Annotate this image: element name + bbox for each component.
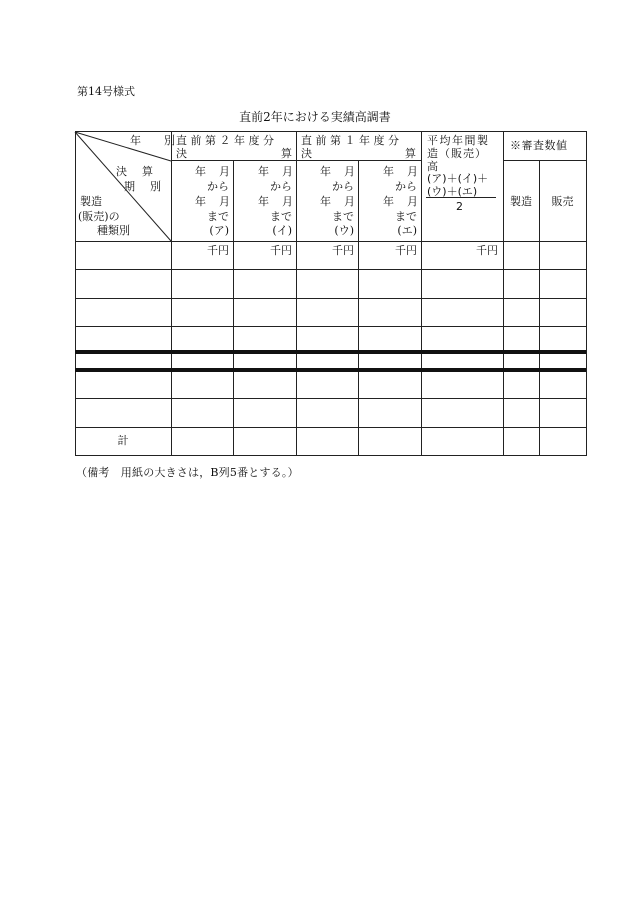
period-i-ym1: 年 月 [258,165,294,178]
formula-denominator: 2 [456,200,463,213]
col-prev2-line1: 直前第２年度分 [176,134,278,147]
col-prev1-line1: 直前第１年度分 [301,134,403,147]
corner-year-label: 年 別 [130,134,181,147]
corner-category-line1: 製造 [80,195,102,208]
period-u-until: まで [332,210,354,223]
col-avg-line3: 高 [427,160,438,173]
col-review-label: ※審査数値 [510,139,568,152]
col-review-manufacture: 製造 [510,195,532,208]
corner-category-line2: (販売)の [78,210,120,223]
col-prev1-line2-left: 決 [301,147,312,160]
period-u-from: から [332,180,354,193]
period-e-from: から [395,180,417,193]
col-avg-line2: 造（販売） [427,147,487,160]
corner-settlement-label: 決 算 [116,165,155,178]
period-u-ym2: 年 月 [320,195,356,208]
period-a-until: まで [207,210,229,223]
period-a-ym1: 年 月 [195,165,231,178]
unit-col-avg: 千円 [476,244,498,257]
col-avg-line1: 平均年間製 [427,134,490,147]
period-u-ym1: 年 月 [320,165,356,178]
unit-col-u: 千円 [332,244,354,257]
period-a-from: から [207,180,229,193]
footnote: （備考 用紙の大きさは，B列5番とする。） [76,466,299,479]
period-i-until: まで [270,210,292,223]
period-e-ym2: 年 月 [383,195,419,208]
document-title: 直前2年における実績高調書 [239,110,391,124]
form-number: 第14号様式 [77,85,135,98]
col-prev2-line2-left: 決 [176,147,187,160]
period-u-mark: (ウ) [334,224,354,237]
col-review-sales: 販売 [551,195,574,208]
formula-numerator-2: (ウ)＋(エ) [427,185,478,198]
period-i-mark: (イ) [272,224,292,237]
col-prev2-line2-right: 算 [281,147,292,160]
period-i-ym2: 年 月 [258,195,294,208]
period-e-until: まで [395,210,417,223]
break-line-top [75,350,586,354]
period-i-from: から [270,180,292,193]
period-e-mark: (エ) [397,224,417,237]
period-a-mark: (ア) [209,224,229,237]
unit-col-i: 千円 [270,244,292,257]
unit-col-a: 千円 [207,244,229,257]
period-a-ym2: 年 月 [195,195,231,208]
break-line-bottom [75,368,586,372]
unit-col-e: 千円 [395,244,417,257]
corner-category-line3: 種類別 [97,224,130,237]
col-prev1-line2-right: 算 [405,147,416,160]
total-label: 計 [117,434,129,447]
corner-period-label: 期 別 [124,180,163,193]
period-e-ym1: 年 月 [383,165,419,178]
formula-numerator-1: (ア)＋(イ)＋ [427,172,489,185]
